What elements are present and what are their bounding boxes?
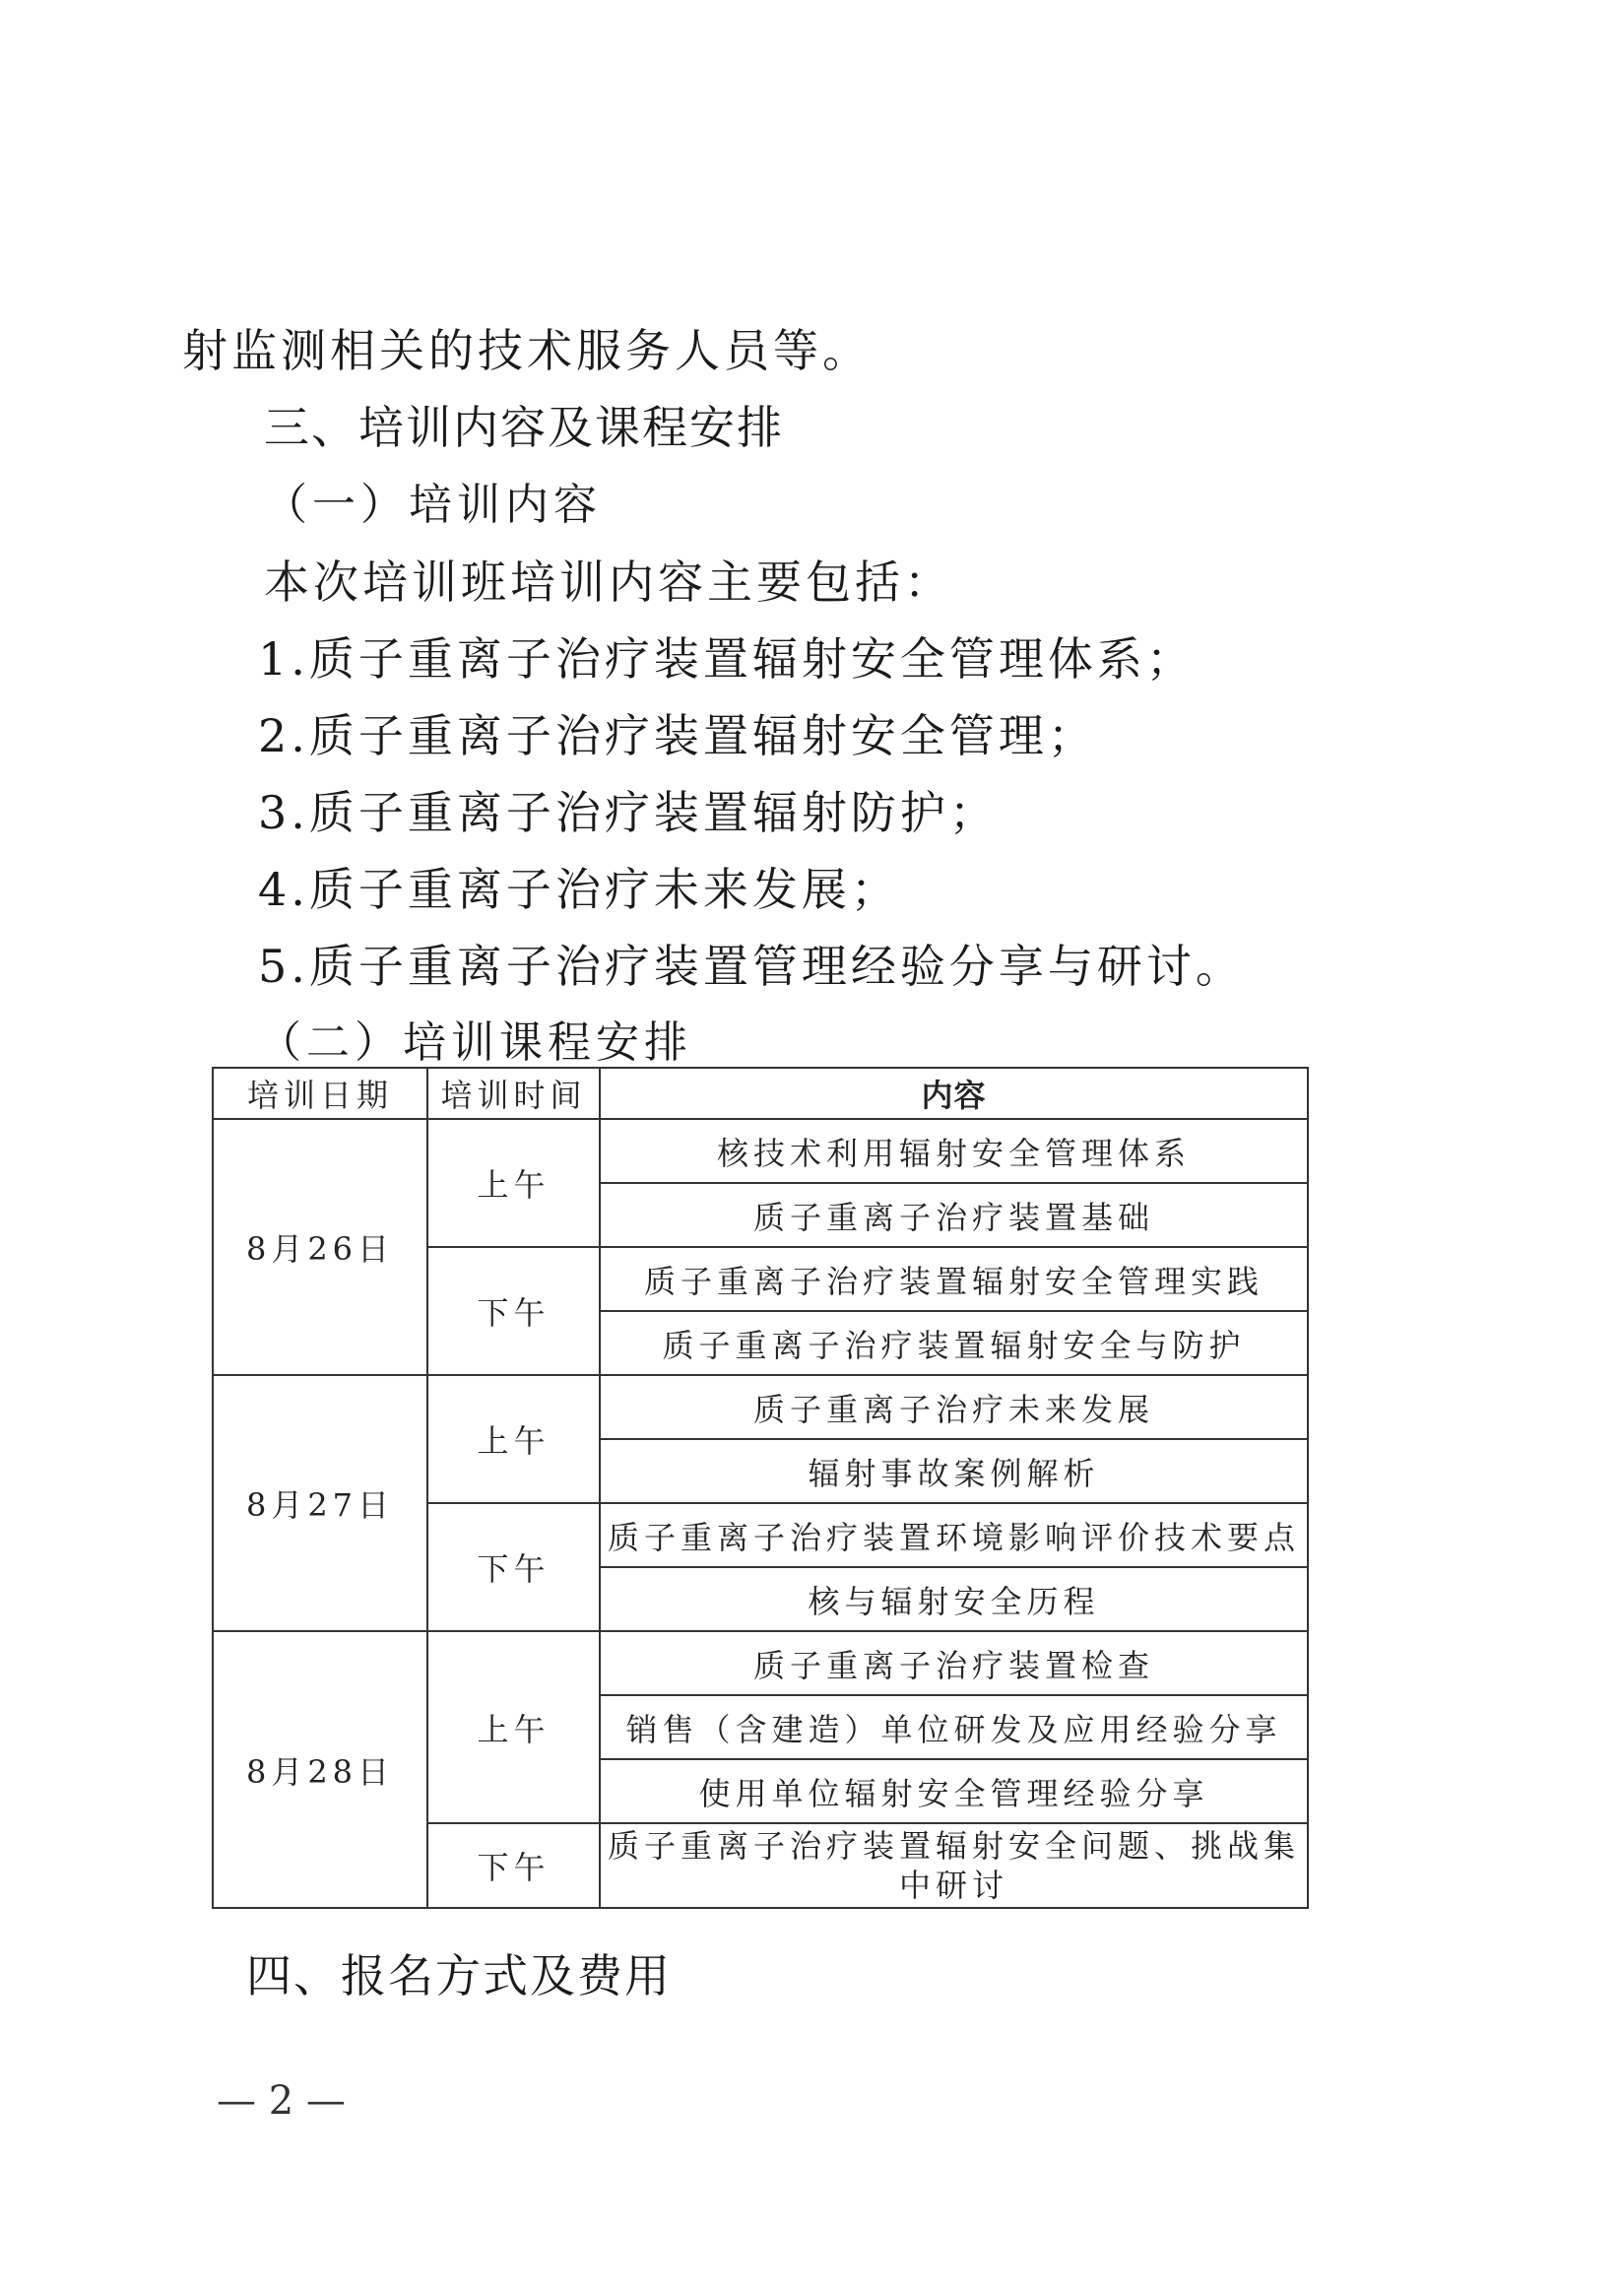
table-row	[213, 1119, 1308, 1183]
content-cell: 质子重离子治疗装置辐射安全问题、挑战集中研讨	[600, 1823, 1308, 1908]
content-cell: 核技术利用辐射安全管理体系	[600, 1119, 1308, 1183]
content-cell: 质子重离子治疗装置检查	[600, 1631, 1308, 1695]
table-row	[213, 1631, 1308, 1695]
date-cell: 8月26日	[213, 1119, 427, 1375]
content-cell: 使用单位辐射安全管理经验分享	[600, 1759, 1308, 1823]
content-cell: 销售（含建造）单位研发及应用经验分享	[600, 1695, 1308, 1759]
table-row	[213, 1375, 1308, 1439]
content-item-3: 3.质子重离子治疗装置辐射防护；	[258, 786, 999, 839]
schedule-table	[212, 1067, 1309, 1909]
time-cell: 上午	[427, 1631, 600, 1823]
header-date: 培训日期	[213, 1068, 427, 1119]
sub2-heading: （二）培训课程安排	[258, 1017, 692, 1068]
content-item-5: 5.质子重离子治疗装置管理经验分享与研讨。	[258, 940, 1245, 993]
content-cell: 质子重离子治疗装置基础	[600, 1183, 1308, 1247]
time-cell: 下午	[427, 1503, 600, 1631]
sub1-heading: （一）培训内容	[264, 480, 602, 530]
content-cell: 质子重离子治疗装置辐射安全管理实践	[600, 1247, 1308, 1311]
schedule-header-row	[213, 1068, 1308, 1119]
time-cell: 上午	[427, 1375, 600, 1503]
content-intro-line: 本次培训班培训内容主要包括：	[264, 556, 953, 609]
content-cell: 辐射事故案例解析	[600, 1439, 1308, 1503]
content-cell: 核与辐射安全历程	[600, 1567, 1308, 1631]
section4-heading: 四、报名方式及费用	[246, 1949, 672, 2002]
time-cell: 下午	[427, 1247, 600, 1375]
header-time: 培训时间	[427, 1068, 600, 1119]
header-content: 内容	[600, 1068, 1308, 1119]
page-number: — 2 —	[217, 2078, 346, 2124]
content-cell: 质子重离子治疗未来发展	[600, 1375, 1308, 1439]
date-cell: 8月27日	[213, 1375, 427, 1631]
section3-heading: 三、培训内容及课程安排	[264, 401, 784, 454]
content-item-1: 1.质子重离子治疗装置辐射安全管理体系；	[258, 632, 1196, 686]
content-cell: 质子重离子治疗装置环境影响评价技术要点	[600, 1503, 1308, 1567]
time-cell: 上午	[427, 1119, 600, 1247]
intro-tail-line: 射监测相关的技术服务人员等。	[182, 324, 872, 377]
content-item-4: 4.质子重离子治疗未来发展；	[258, 863, 900, 916]
content-item-2: 2.质子重离子治疗装置辐射安全管理；	[258, 709, 1097, 762]
date-cell: 8月28日	[213, 1631, 427, 1908]
time-cell: 下午	[427, 1823, 600, 1908]
content-cell: 质子重离子治疗装置辐射安全与防护	[600, 1311, 1308, 1375]
